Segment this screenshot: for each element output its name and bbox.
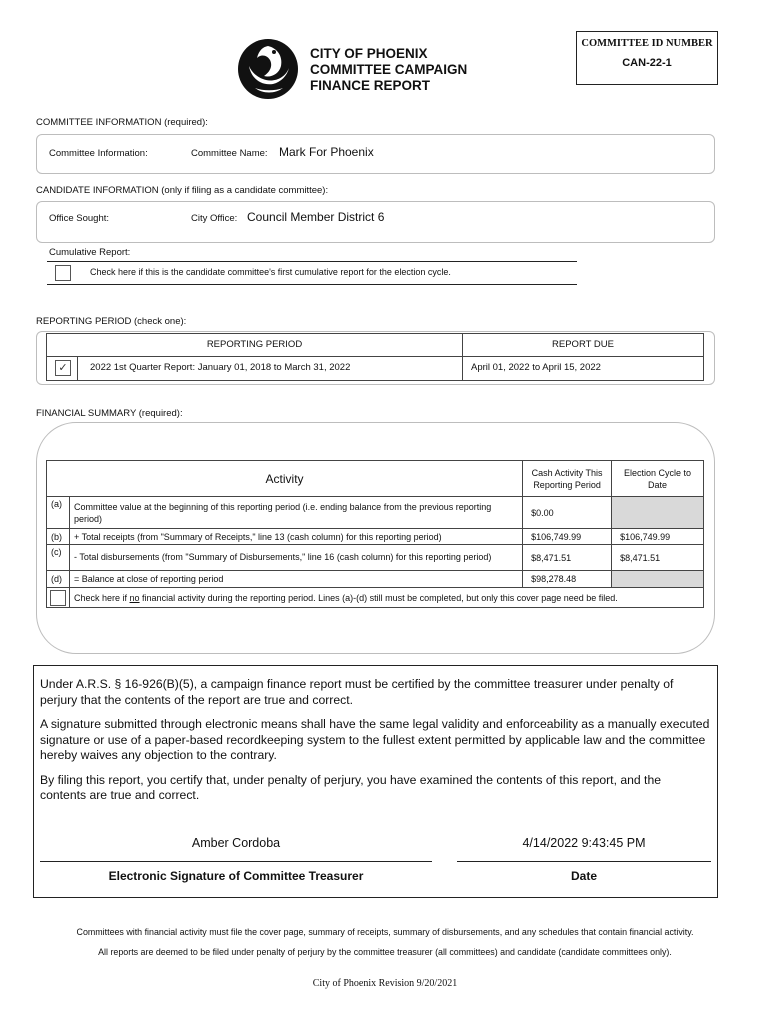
row-cycle-shaded [612,571,704,588]
city-office-value[interactable]: Council Member District 6 [247,210,385,224]
cumulative-text: Check here if this is the candidate committee's first cumulative report for the election cycle. [90,267,451,277]
no-activity-checkbox[interactable] [50,590,66,606]
checkmark-icon: ✓ [58,362,68,374]
reporting-period-table [46,333,704,381]
no-underlined: no [129,592,140,603]
cumulative-checkbox[interactable] [55,265,71,281]
committee-id-value: CAN-22-1 [622,57,672,69]
summary-row-d [47,571,704,588]
report-title [310,46,467,94]
col-cash-line-1: Cash Activity This [531,467,603,478]
committee-name-label: Committee Name: [191,148,268,159]
col-cycle-line-1: Election Cycle to [624,467,692,478]
footer-line-2: All reports are deemed to be filed under penalty of perjury by the committee treasurer (all committees) and candidate (candidate committees only). [98,947,672,957]
col-report-due: REPORT DUE [552,339,614,350]
summary-row-c [47,545,704,571]
title-line-2: COMMITTEE CAMPAIGN [310,62,468,77]
city-phoenix-logo [237,38,299,100]
certification-text [40,677,710,813]
reporting-period-section-label: REPORTING PERIOD (check one): [36,316,187,327]
cert-paragraph-2: A signature submitted through electronic means shall have the same legal validity and enforceability as a manually executed signature or use of a paper-based recordkeeping system to the fullest extent permitted by applicable law and the committee hereby waives any objection to the contrary. [40,717,710,762]
committee-id-box [576,31,718,85]
city-office-label: City Office: [191,213,238,224]
col-cycle-line-2: Date [648,479,668,490]
row-cycle: $106,749.99 [612,529,704,545]
col-reporting-period: REPORTING PERIOD [206,339,303,350]
no-activity-checkbox-cell [47,588,70,608]
footer-line-1: Committees with financial activity must file the cover page, summary of receipts, summary of disbursements, and any schedules that contain financial activity. [76,927,694,937]
title-line-3: FINANCE REPORT [310,78,431,93]
title-line-1: CITY OF PHOENIX [310,46,428,61]
signature-label: Electronic Signature of Committee Treasurer [108,869,364,883]
reporting-period-check-divider [77,356,78,380]
row-cash: $0.00 [523,497,612,529]
row-tag: (c) [47,545,70,571]
candidate-info-box [36,201,715,243]
summary-row-b [47,529,704,545]
row-cash: $8,471.51 [523,545,612,571]
no-activity-text: Check here if no financial activity during the reporting period. Lines (a)-(d) still must be completed, but only this cover page need be filed. [70,588,704,608]
row-tag: (b) [47,529,70,545]
financial-summary-table [46,460,704,608]
signature-line [40,861,432,862]
period-checkbox-checked[interactable] [55,360,71,376]
row-cycle-shaded [612,497,704,529]
reporting-period-row-divider [47,356,703,357]
row-tag: (a) [47,497,70,529]
col-cash-activity [523,461,612,497]
revision-note: City of Phoenix Revision 9/20/2021 [312,978,458,989]
no-activity-row [47,588,704,608]
signature-date-value[interactable]: 4/14/2022 9:43:45 PM [522,836,646,850]
row-cash: $98,278.48 [523,571,612,588]
committee-id-label: COMMITTEE ID NUMBER [581,38,713,49]
row-desc: + Total receipts (from "Summary of Receipts," line 13 (cash column) for this reporting period) [70,529,523,545]
candidate-section-label: CANDIDATE INFORMATION (only if filing as a candidate committee): [36,185,329,196]
cumulative-row [47,261,577,285]
certification-box [33,665,718,898]
financial-summary-section-label: FINANCIAL SUMMARY (required): [36,408,183,419]
col-cash-line-2: Reporting Period [533,479,601,490]
office-sought-label: Office Sought: [49,213,110,224]
row-desc: = Balance at close of reporting period [70,571,523,588]
report-due-value: April 01, 2022 to April 15, 2022 [471,362,601,373]
committee-name-value[interactable]: Mark For Phoenix [279,145,374,159]
committee-info-label: Committee Information: [49,148,148,159]
col-activity: Activity [47,461,523,497]
cumulative-label: Cumulative Report: [49,247,131,258]
committee-info-box [36,134,715,174]
committee-section-label: COMMITTEE INFORMATION (required): [36,117,208,128]
col-election-cycle [612,461,704,497]
cert-paragraph-3: By filing this report, you certify that, under penalty of perjury, you have examined the contents of this report, and the contents are true and correct. [40,772,662,802]
row-desc: - Total disbursements (from "Summary of Disbursements," line 16 (cash column) for this reporting period) [70,545,523,571]
row-cash: $106,749.99 [523,529,612,545]
summary-row-a [47,497,704,529]
signer-name[interactable]: Amber Cordoba [191,836,281,850]
period-value: 2022 1st Quarter Report: January 01, 2018 to March 31, 2022 [90,362,351,373]
row-desc: Committee value at the beginning of this reporting period (i.e. ending balance from the previous reporting period) [70,497,523,529]
row-tag: (d) [47,571,70,588]
date-label: Date [570,869,597,883]
row-cycle: $8,471.51 [612,545,704,571]
date-line [457,861,711,862]
cert-paragraph-1: Under A.R.S. § 16-926(B)(5), a campaign finance report must be certified by the committee treasurer under penalty of perjury that the contents of the report are true and correct. [40,677,674,707]
